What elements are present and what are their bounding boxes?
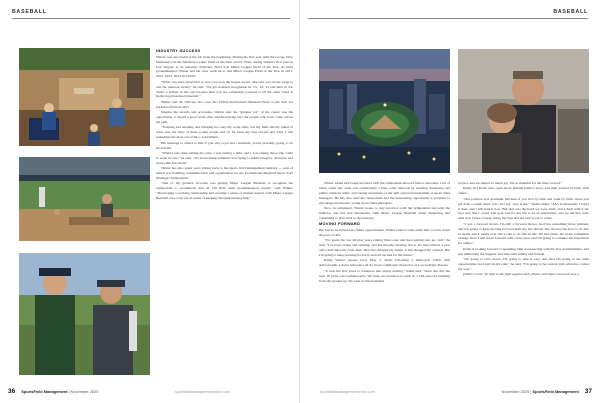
editor-note: [Editor's note: To help in the fight against ALS, please visit https://www.als.org/.] [463, 272, 579, 277]
publication-name: SportsField Management [21, 389, 68, 394]
paragraph: "What was been about that is once you won the league award, that puts you on the stage to win the national award," he said. "We got national recognition in '13, '14, '15 and then in '24. That's a feather in the cap because then you are comparing yourself to all the other Class A fields in professional baseball." [156, 79, 293, 99]
photo-keith-and-kathy [458, 49, 589, 173]
paragraph: "One of my greatest victories was getting Major League Baseball to recognize the symposium to recommend that all 120 PDL team groundskeepers attend," said Winter. "Developing a working relationship and creating a sense of mutual respect with Major League Baseball was a big win in terms of keeping the symposium going." [156, 181, 293, 201]
footer-left [8, 388, 98, 395]
paragraph: "I was a forward mover. I'm still a forward mover. God has something more planned, and I'm going to keep moving forward until my last breath. She showed me how to do that in death, and it surely over that to her to do that in life. We had plans, but plans sometimes change. Now I will move forward with a new plan, and I'm going to continue the inspiration for others." [458, 221, 589, 246]
paragraph: project, and we shared so much joy. I'm so thankful for the time we had." [458, 181, 562, 185]
article-column-3 [458, 181, 589, 385]
footer-url-right[interactable]: sportsfieldmanagementonline.com [320, 390, 375, 394]
page-number-left: 36 [8, 388, 16, 395]
paragraph: "Our position was gratitude. Because if you live by faith and walk by faith, when you get dealt a tough hand, you can't say, 'woe is me,'" Keith added. "ALS is miserable. I hated it then, and I still hate it now. But that was the hand we were dealt, and I dealt with it the best way that I could. The goal was for her life to be an inspiration, and we did that well. And now I have to keep doing my best and the best is yet to come. [458, 196, 589, 221]
paragraph: Kathy Winter passed away May 5, 2024, following a multi-year battle with Amyotrophic Lateral Sclerosis (ALS), more commonly referred to as Lou Gehrig's disease. [319, 258, 450, 268]
paragraph: "Training and teaching and bringing not only my work ethic, but my faith and my belief in Jesus into the lives of these young people has by far been my best reward and what I will remember the most out of this," said Winter. [156, 125, 293, 140]
photo-two-groundskeepers [19, 253, 150, 375]
photo-downtown-aerial-night [319, 49, 450, 173]
section-label-left: BASEBALL [12, 9, 47, 15]
paragraph: Winter and the TinCaps also won the STMA Professional Baseball Field of the Year for Parkview Field in 2017. [156, 99, 293, 109]
paragraph: "I've spent the last 40-plus years raising three sons and then getting into pro ball," he said. "I've been racing and running, and I'm literally slowing down. It's been almost a year and a half since my wife died. That has changed my future. It has changed my outlook. But I'm going to keep pressing forward, and I'm excited for the future." [319, 238, 450, 257]
paragraph: Now, in retirement, Winter hopes to stay involved with the symposium and with the industry, and has had discussions with Major League Baseball about mentoring and continuing to give back to the industry. [319, 206, 450, 220]
footer-right [502, 388, 592, 395]
publication-right [502, 389, 579, 394]
publication-name: SportsField Management [532, 389, 579, 394]
article-column-1 [156, 49, 293, 384]
section-rule-right [308, 18, 588, 19]
paragraph: "When I was done raising my sons, I was raising a field, and I was raising those who came to work for me," he said. "It's about being authentic and trying to instill integrity, character and work ethic into them." [156, 150, 293, 165]
publication-left [21, 389, 98, 394]
right-page [300, 0, 600, 403]
publication-date: | November 2025 [67, 389, 99, 394]
section-rule-left [12, 18, 290, 19]
article-column-2 [319, 181, 450, 385]
paragraph: But before he delves into future opportunities, Winter plans to take some time to slow down the pace of life. [319, 227, 450, 237]
paragraph: Winter has also spent years giving back to the sports field management industry — part of which was handling communication and organization for the Professional Baseball Sports Turf Managers Symposium. [156, 166, 293, 180]
paragraph: "It took her five years to transition into empty nesting," Keith said. "Once she did, the next 10 years were unbelievable. We built our downtown condo in a 140-year-old building from the ground up. We took on this beautiful [319, 268, 450, 283]
footer-url-left[interactable]: sportsfieldmanagementonline.com [175, 390, 230, 394]
page-number-right: 37 [584, 388, 592, 395]
photo-groundskeepers-infield [19, 48, 150, 146]
paragraph: "I'm going to slow down, I'm going to take it easy, and then I'm going to see what opportunities God puts in my path," he said. "I'm going to be content with whatever comes my way." [458, 257, 589, 271]
paragraph: Winter was successful at his job from the beginning. During his first year with the Loons, Dow Diamond won the Midwest League Field of the Year award. Then, during Winter's first year in Fort Wayne, as an assistant, Parkview Field won Minor League Field of the Year. As head groundskeeper, Winter and his crew went on to win Minor League Field of the Year in 2011, 2012, 2023, 2024 and 2024. [156, 54, 293, 79]
section-label-right: BASEBALL [553, 9, 588, 15]
paragraph: Winter added that being involved with the symposium allowed him to introduce a bit of white collar into what was traditionally a blue collar network by teaching marketing and public relations skills, and raising awareness of the skill and professionalism of sports field managers. He has also used the symposium and the networking opportunity it provides to encourage and mentor young sports field managers. [319, 181, 450, 205]
photo-stadium-field-work [19, 157, 150, 241]
paragraph: His message to others is that if you stay loyal and consistent, you're probably going to be successful. [156, 140, 293, 150]
paragraph: Keith is looking forward to spending time reconnecting with his five grandchildren, and just embracing the laughter and time with family and friends. [458, 246, 589, 256]
heading-industry-success: INDUSTRY SUCCESS [156, 49, 201, 53]
paragraph: Despite the awards and accolades, Winter said the "greatest joy" of his career was the opportunity to instill a good work ethic and knowledge into the people who have come across his path. [156, 110, 293, 124]
publication-date: November 2025 | [501, 389, 533, 394]
paragraph: Kathy and Keith were open about sharing Kathy's story, and their journey in faith, with others. [458, 186, 589, 196]
heading-moving-forward: MOVING FORWARD [319, 221, 361, 227]
